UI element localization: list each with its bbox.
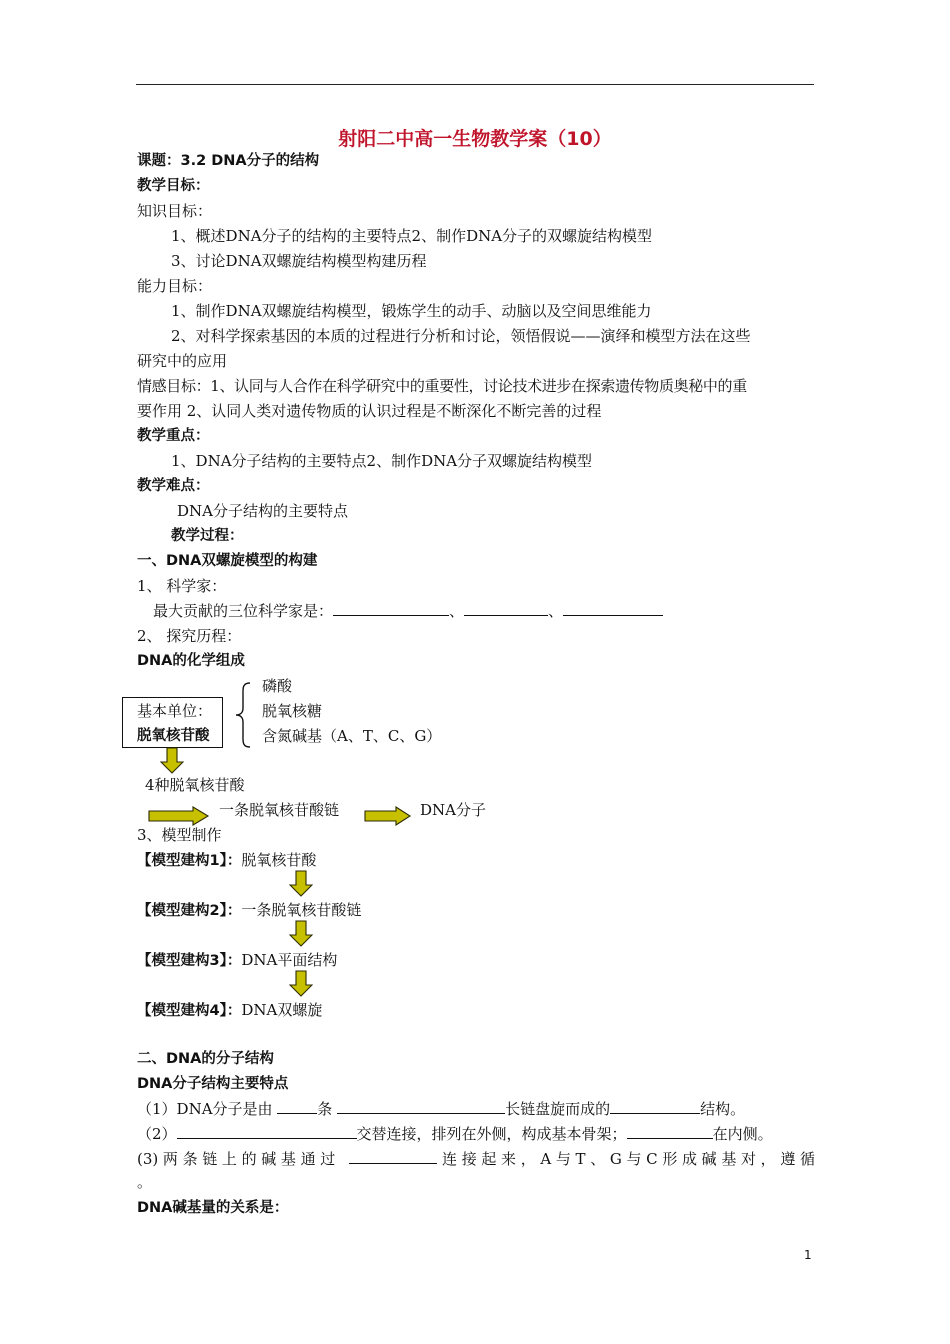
model-step-2-value: 一条脱氧核苷酸链 [241, 901, 362, 919]
emotion-line-2: 要作用 2、认同人类对遗传物质的认识过程是不断深化不断完善的过程 [137, 402, 602, 420]
model-step-2 [137, 900, 361, 921]
model-step-2-label: 【模型建构2】： [137, 903, 242, 919]
difficulties-heading: 教学难点： [137, 478, 210, 494]
feature-2-blank-outside[interactable] [177, 1124, 357, 1139]
feature-1-blank-direction[interactable] [337, 1099, 505, 1114]
arrow-right-icon [148, 806, 210, 826]
scientist-2-blank[interactable] [464, 601, 548, 616]
dna-molecule: DNA分子 [420, 801, 486, 819]
unit-value: 脱氧核苷酸 [137, 728, 210, 744]
feature-1-d: 结构。 [700, 1100, 746, 1118]
model-making-label: 3、模型制作 [137, 826, 222, 844]
brace-item-deoxyribose: 脱氧核糖 [262, 702, 323, 720]
model-step-4 [137, 1000, 322, 1021]
arrow-down-icon [160, 747, 184, 774]
feature-1-blank-count[interactable] [277, 1099, 317, 1114]
brace-item-bases: 含氮碱基（A、T、C、G） [262, 727, 442, 745]
key-points-line: 1、DNA分子结构的主要特点2、制作DNA分子双螺旋结构模型 [171, 452, 593, 470]
ability-line-3: 研究中的应用 [137, 352, 228, 370]
model-step-4-value: DNA双螺旋 [241, 1001, 323, 1019]
feature-2 [137, 1124, 773, 1144]
section1-heading: 一、DNA双螺旋模型的构建 [137, 553, 318, 569]
feature-3-end: 。 [137, 1173, 153, 1191]
model-step-3-value: DNA平面结构 [241, 951, 338, 969]
feature-2-blank-inside[interactable] [627, 1124, 713, 1139]
curly-brace-icon [232, 681, 254, 749]
topic: 课题：3.2 DNA分子的结构 [137, 153, 320, 169]
knowledge-line-1: 1、概述DNA分子的结构的主要特点2、制作DNA分子的双螺旋结构模型 [171, 227, 653, 245]
feature-1-blank-structure[interactable] [610, 1099, 700, 1114]
chem-heading: DNA的化学组成 [137, 653, 245, 669]
ability-heading: 能力目标： [137, 277, 213, 295]
feature-1-c: 长链盘旋而成的 [505, 1100, 611, 1118]
history-label: 2、 探究历程： [137, 627, 242, 645]
section2-heading: 二、DNA的分子结构 [137, 1051, 274, 1067]
ability-line-2: 2、对科学探索基因的本质的过程进行分析和讨论，领悟假说——演绎和模型方法在这些 [171, 327, 751, 345]
model-step-1-label: 【模型建构1】： [137, 853, 242, 869]
model-step-1-value: 脱氧核苷酸 [241, 851, 317, 869]
single-chain: 一条脱氧核苷酸链 [219, 801, 340, 819]
feature-3-blank-bond[interactable] [349, 1149, 437, 1164]
scientist-1-blank[interactable] [333, 601, 449, 616]
emotion-line-1: 情感目标：1、认同与人合作在科学研究中的重要性，讨论技术进步在探索遗传物质奥秘中的重 [137, 377, 747, 395]
model-step-4-label: 【模型建构4】： [137, 1003, 242, 1019]
process-heading: 教学过程： [171, 528, 244, 544]
scientists-blank-row [153, 601, 663, 621]
feature-3-a: (3)两条链上的碱基通过 [137, 1150, 350, 1168]
feature-3 [137, 1149, 815, 1169]
arrow-right-icon [364, 806, 412, 826]
scientist-3-blank[interactable] [563, 601, 663, 616]
feature-1 [137, 1099, 745, 1119]
page-title: 射阳二中高一生物教学案（10） [338, 128, 612, 150]
scientists-label: 1、 科学家： [137, 577, 227, 595]
goals-heading: 教学目标： [137, 178, 210, 194]
feature-2-a: （2） [137, 1125, 177, 1143]
base-relation-heading: DNA碱基量的关系是： [137, 1200, 289, 1216]
arrow-down-icon [289, 870, 313, 897]
difficulties-line: DNA分子结构的主要特点 [177, 502, 348, 520]
separator-1: 、 [449, 602, 465, 620]
section2-sub: DNA分子结构主要特点 [137, 1076, 289, 1092]
feature-1-a: （1）DNA分子是由 [137, 1100, 278, 1118]
feature-3-b: 连接起来，A与T、G与C形成碱基对，遵循 [437, 1150, 815, 1168]
feature-2-c: 在内侧。 [712, 1125, 773, 1143]
contrib-label: 最大贡献的三位科学家是： [153, 602, 334, 620]
key-points-heading: 教学重点： [137, 428, 210, 444]
separator-2: 、 [548, 602, 564, 620]
page-number: 1 [804, 1248, 812, 1262]
knowledge-line-2: 3、讨论DNA双螺旋结构模型构建历程 [171, 252, 427, 270]
ability-line-1: 1、制作DNA双螺旋结构模型，锻炼学生的动手、动脑以及空间思维能力 [171, 302, 652, 320]
feature-1-b: 条 [317, 1100, 338, 1118]
model-step-3 [137, 950, 337, 971]
four-kinds: 4种脱氧核苷酸 [145, 776, 245, 794]
model-step-1 [137, 850, 316, 871]
arrow-down-icon [289, 920, 313, 947]
model-step-3-label: 【模型建构3】： [137, 953, 242, 969]
feature-2-b: 交替连接，排列在外侧，构成基本骨架； [356, 1125, 627, 1143]
brace-item-phosphate: 磷酸 [262, 677, 293, 695]
arrow-down-icon [289, 970, 313, 997]
knowledge-heading: 知识目标： [137, 202, 213, 220]
header-rule [136, 84, 814, 85]
unit-label: 基本单位： [137, 702, 213, 720]
